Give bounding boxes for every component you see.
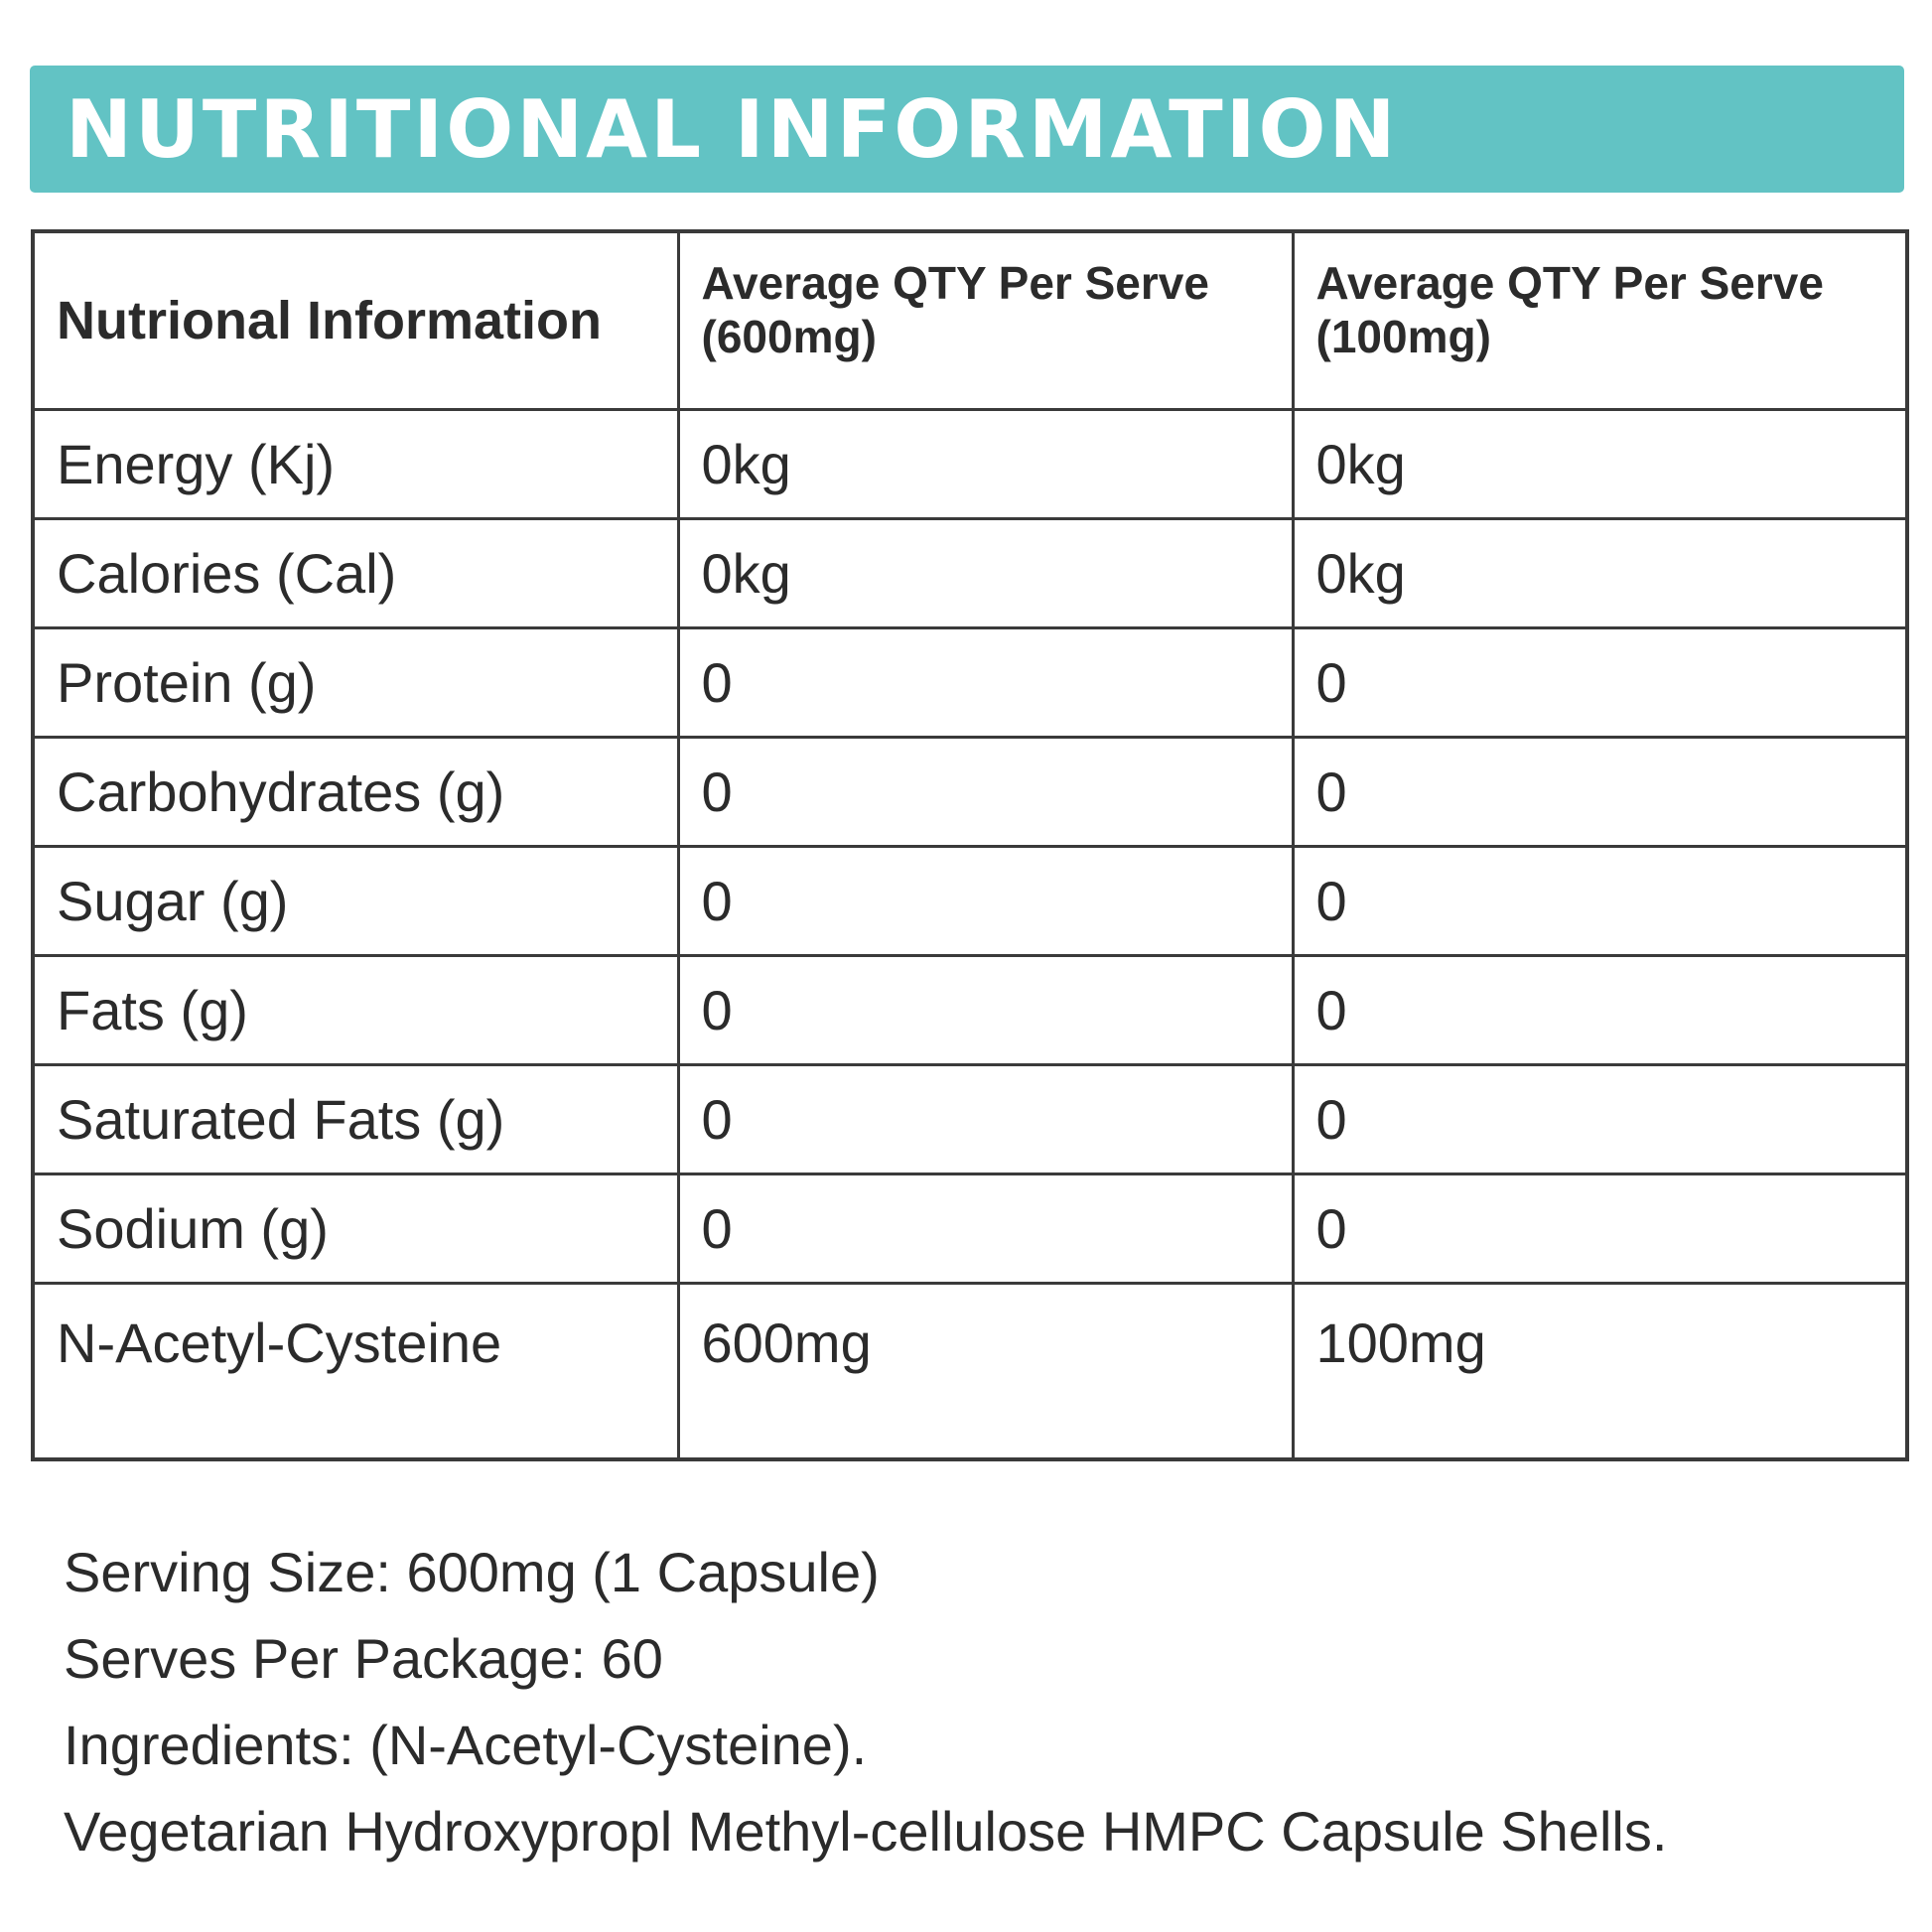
row-value-100: 0 <box>1293 737 1907 846</box>
row-value-100: 0 <box>1293 1064 1907 1173</box>
row-name: Calories (Cal) <box>33 518 678 627</box>
nutrition-table <box>31 229 1909 1461</box>
table-row <box>33 737 1907 846</box>
row-value-600: 0 <box>678 627 1293 737</box>
row-name: Sodium (g) <box>33 1173 678 1283</box>
serves-per-package: Serves Per Package: 60 <box>64 1627 663 1690</box>
table-header-row <box>33 231 1907 409</box>
table-row <box>33 1173 1907 1283</box>
row-value-100: 0kg <box>1293 409 1907 518</box>
row-value-100: 0 <box>1293 846 1907 955</box>
header-col-per-serve-600: Average QTY Per Serve (600mg) <box>678 231 1293 409</box>
row-value-600: 0 <box>678 737 1293 846</box>
row-value-100: 0 <box>1293 627 1907 737</box>
row-name: Energy (Kj) <box>33 409 678 518</box>
row-value-100: 0 <box>1293 955 1907 1064</box>
row-name: Saturated Fats (g) <box>33 1064 678 1173</box>
row-value-600: 0 <box>678 846 1293 955</box>
ingredients: Ingredients: (N-Acetyl-Cysteine). <box>64 1714 868 1776</box>
table-row <box>33 518 1907 627</box>
row-name: N-Acetyl-Cysteine <box>33 1283 678 1459</box>
row-value-600: 600mg <box>678 1283 1293 1459</box>
banner-title: NUTRITIONAL INFORMATION <box>66 82 1399 176</box>
table-row <box>33 1064 1907 1173</box>
row-name: Sugar (g) <box>33 846 678 955</box>
row-value-600: 0kg <box>678 409 1293 518</box>
table-row <box>33 627 1907 737</box>
table-row <box>33 846 1907 955</box>
row-value-600: 0 <box>678 1173 1293 1283</box>
row-value-600: 0 <box>678 955 1293 1064</box>
row-value-600: 0kg <box>678 518 1293 627</box>
capsule-shell-note: Vegetarian Hydroxypropl Methyl-cellulose HMPC Capsule Shells. <box>64 1800 1668 1863</box>
row-value-100: 0 <box>1293 1173 1907 1283</box>
row-name: Protein (g) <box>33 627 678 737</box>
row-name: Fats (g) <box>33 955 678 1064</box>
serving-size: Serving Size: 600mg (1 Capsule) <box>64 1541 880 1603</box>
product-footer <box>64 1529 1667 1874</box>
table-row <box>33 409 1907 518</box>
nutrition-banner <box>30 66 1904 193</box>
row-name: Carbohydrates (g) <box>33 737 678 846</box>
row-value-600: 0 <box>678 1064 1293 1173</box>
table-row <box>33 1283 1907 1459</box>
table-row <box>33 955 1907 1064</box>
row-value-100: 100mg <box>1293 1283 1907 1459</box>
row-value-100: 0kg <box>1293 518 1907 627</box>
header-col-per-serve-100: Average QTY Per Serve (100mg) <box>1293 231 1907 409</box>
header-label: Nutrional Information <box>33 231 678 409</box>
